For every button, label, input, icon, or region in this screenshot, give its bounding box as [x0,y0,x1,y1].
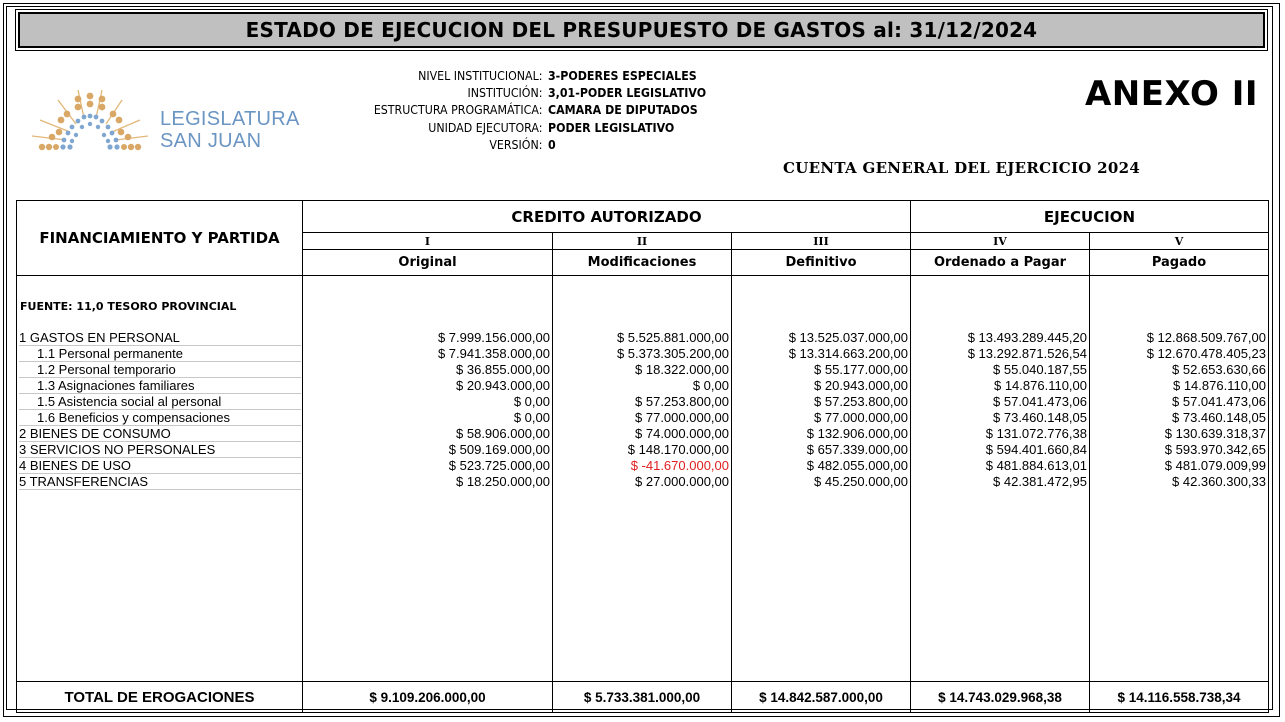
info-row-unidad [300,120,720,137]
row-label: 2 BIENES DE CONSUMO [19,426,301,442]
header-modificaciones: Modificaciones [587,255,697,270]
info-row-version [300,137,720,154]
info-label: NIVEL INSTITUCIONAL: [418,69,543,83]
total-definitivo: $ 14.842.587.000,00 [759,689,883,705]
cell-modificaciones: $ 5.525.881.000,00 [616,330,729,345]
cell-ordenado: $ 481.884.613,01 [985,458,1087,473]
cell-ordenado: $ 55.040.187,55 [993,362,1087,377]
cell-pagado: $ 73.460.148,05 [1172,410,1266,425]
cell-ordenado: $ 73.460.148,05 [993,410,1087,425]
fuente-label: FUENTE: 11,0 TESORO PROVINCIAL [20,300,237,313]
header-roman-iii: III [813,234,829,248]
sunburst-logo-icon [28,86,153,156]
cell-pagado: $ 12.670.478.405,23 [1146,346,1266,361]
cell-original: $ 0,00 [513,394,550,409]
cell-pagado: $ 481.079.009,99 [1164,458,1266,473]
header-ordenado-a-pagar: Ordenado a Pagar [933,255,1067,270]
info-value: 3,01-PODER LEGISLATIVO [548,86,707,101]
row-label: 1.2 Personal temporario [19,362,301,378]
info-label: UNIDAD EJECUTORA: [428,120,543,135]
cell-definitivo: $ 57.253.800,00 [814,394,908,409]
cell-original: $ 36.855.000,00 [456,362,550,377]
cell-original: $ 18.250.000,00 [456,474,550,489]
cell-original: $ 509.169.000,00 [448,442,550,457]
anexo-title: ANEXO II [1084,74,1258,114]
cell-definitivo: $ 657.339.000,00 [806,442,908,457]
cell-modificaciones: $ 77.000.000,00 [635,410,729,425]
header-roman-i: I [424,234,431,248]
cell-definitivo: $ 13.314.663.200,00 [788,346,908,361]
header-roman-iv: IV [993,234,1007,248]
cell-pagado: $ 42.360.300,33 [1172,474,1266,489]
institutional-info [300,68,720,154]
cell-definitivo: $ 132.906.000,00 [806,426,908,441]
report-title-bar [15,9,1268,51]
cell-pagado: $ 57.041.473,06 [1172,394,1266,409]
row-label: 4 BIENES DE USO [19,458,301,474]
header-bottom-line [17,275,1268,276]
cell-original: $ 20.943.000,00 [456,378,550,393]
cell-modificaciones: $ 5.373.305.200,00 [616,346,729,361]
cell-definitivo: $ 45.250.000,00 [814,474,908,489]
row-label: 1.5 Asistencia social al personal [19,394,301,410]
header-roman-v: V [1174,234,1184,248]
info-row-institucion [300,85,720,102]
cell-original: $ 523.725.000,00 [448,458,550,473]
cell-definitivo: $ 55.177.000,00 [814,362,908,377]
cell-definitivo: $ 13.525.037.000,00 [788,330,908,345]
info-label: VERSIÓN: [489,137,543,152]
budget-table [16,200,1269,713]
total-modificaciones: $ 5.733.381.000,00 [583,689,701,705]
info-value: 3-PODERES ESPECIALES [548,69,697,83]
total-label: TOTAL DE EROGACIONES [64,688,255,706]
cell-definitivo: $ 77.000.000,00 [814,410,908,425]
row-label: 5 TRANSFERENCIAS [19,474,301,490]
total-ordenado: $ 14.743.029.968,38 [938,689,1062,705]
cell-modificaciones: $ 27.000.000,00 [635,474,729,489]
cell-definitivo: $ 482.055.000,00 [806,458,908,473]
cell-original: $ 58.906.000,00 [456,426,550,441]
report-title: ESTADO DE EJECUCION DEL PRESUPUESTO DE GASTOS al: 31/12/2024 [245,18,1038,42]
row-label: 1.6 Beneficios y compensaciones [19,410,301,426]
total-original: $ 9.109.206.000,00 [369,689,486,705]
row-label: 1 GASTOS EN PERSONAL [19,330,301,346]
logo-line-1: LEGISLATURA [160,108,300,130]
total-pagado: $ 14.116.558.738,34 [1117,689,1241,705]
legislatura-logo [28,86,300,156]
cell-pagado: $ 593.970.342,65 [1164,442,1266,457]
cell-modificaciones: $ 74.000.000,00 [635,426,729,441]
row-label: 1.3 Asignaciones familiares [19,378,301,394]
cell-ordenado: $ 594.401.660,84 [985,442,1087,457]
header-original: Original [398,255,457,270]
info-label: INSTITUCIÓN: [467,86,543,101]
info-label: ESTRUCTURA PROGRAMÁTICA: [373,103,543,118]
header-group-ejecucion: EJECUCION [1043,207,1136,226]
header-pagado: Pagado [1151,255,1207,270]
header-financiamiento: FINANCIAMIENTO Y PARTIDA [39,229,280,247]
logo-line-2: SAN JUAN [160,130,262,152]
header-roman-ii: II [636,234,648,248]
cell-ordenado: $ 131.072.776,38 [985,426,1087,441]
info-row-nivel [300,68,720,85]
row-label: 1.1 Personal permanente [19,346,301,362]
info-value: CAMARA DE DIPUTADOS [548,103,698,118]
cell-ordenado: $ 13.292.871.526,54 [967,346,1087,361]
cell-modificaciones: $ 0,00 [692,378,729,393]
cell-modificaciones: $ 18.322.000,00 [635,362,729,377]
cuenta-general-title: CUENTA GENERAL DEL EJERCICIO 2024 [783,159,1141,177]
header-definitivo: Definitivo [785,255,857,270]
cell-ordenado: $ 57.041.473,06 [993,394,1087,409]
cell-modificaciones: $ 57.253.800,00 [635,394,729,409]
cell-pagado: $ 130.639.318,37 [1164,426,1266,441]
info-row-estructura [300,102,720,119]
cell-modificaciones-negative: $ -41.670.000,00 [630,458,729,473]
cell-pagado: $ 52.653.630,66 [1172,362,1266,377]
info-value: 0 [548,137,556,152]
cell-original: $ 0,00 [513,410,550,425]
cell-original: $ 7.941.358.000,00 [437,346,550,361]
cell-modificaciones: $ 148.170.000,00 [627,442,729,457]
cell-ordenado: $ 13.493.289.445,20 [967,330,1087,345]
cell-ordenado: $ 14.876.110,00 [993,378,1087,393]
cell-pagado: $ 14.876.110,00 [1172,378,1266,393]
info-value: PODER LEGISLATIVO [548,120,675,135]
row-label: 3 SERVICIOS NO PERSONALES [19,442,301,458]
cell-original: $ 7.999.156.000,00 [437,330,550,345]
header-group-credito: CREDITO AUTORIZADO [511,207,702,226]
cell-pagado: $ 12.868.509.767,00 [1146,330,1266,345]
cell-ordenado: $ 42.381.472,95 [993,474,1087,489]
cell-definitivo: $ 20.943.000,00 [814,378,908,393]
